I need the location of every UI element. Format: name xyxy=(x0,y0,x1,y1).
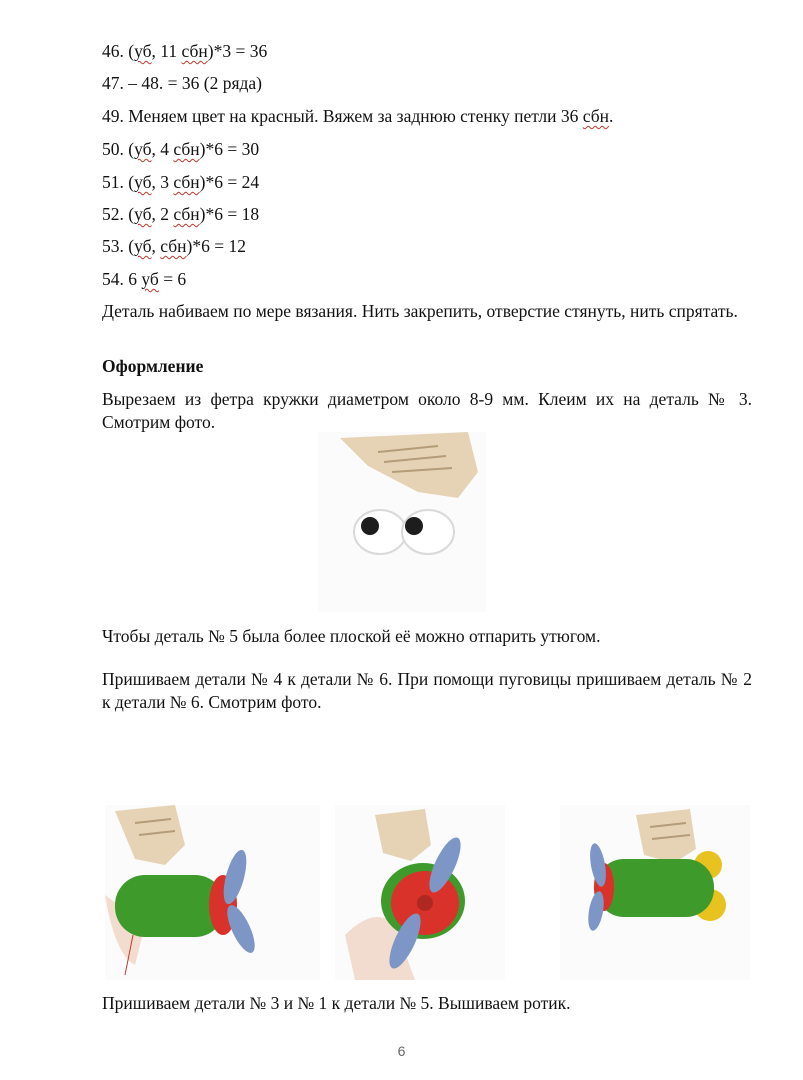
paragraph-stuffing: Деталь набиваем по мере вязания. Нить закрепить, отверстие стянуть, нить спрятать. xyxy=(102,301,738,321)
plane-photo-front xyxy=(335,805,505,980)
pattern-row-51: 51. (уб, 3 сбн)*6 = 24 xyxy=(102,172,260,192)
pattern-row-50: 50. (уб, 4 сбн)*6 = 30 xyxy=(102,139,260,159)
pattern-row-54: 54. 6 уб = 6 xyxy=(102,269,187,289)
paragraph-iron: Чтобы деталь № 5 была более плоской её можно отпарить утюгом. xyxy=(102,626,601,646)
page-number: 6 xyxy=(397,1043,406,1059)
eyes-photo xyxy=(318,432,486,612)
pattern-row-49: 49. Меняем цвет на красный. Вяжем за заднюю стенку петли 36 сбн. xyxy=(102,106,614,126)
pattern-row-52: 52. (уб, 2 сбн)*6 = 18 xyxy=(102,204,260,224)
plane-photo-side xyxy=(105,805,320,980)
pattern-row-46: 46. (уб, 11 сбн)*3 = 36 xyxy=(102,41,268,61)
pattern-row-53: 53. (уб, сбн)*6 = 12 xyxy=(102,236,246,256)
paragraph-felt-circles: Вырезаем из фетра кружки диаметром около 8-9 мм. Клеим их на деталь № 3. Смотрим фото. xyxy=(102,389,752,432)
paragraph-sew: Пришиваем детали № 4 к детали № 6. При помощи пуговицы пришиваем деталь № 2 к детали № 6. Смотрим фото. xyxy=(102,669,752,712)
pattern-row-47: 47. – 48. = 36 (2 ряда) xyxy=(102,73,262,93)
plane-photo-tail xyxy=(560,805,750,980)
paragraph-final: Пришиваем детали № 3 и № 1 к детали № 5. Вышиваем ротик. xyxy=(102,993,571,1013)
section-heading: Оформление xyxy=(102,356,204,376)
left-eye-shape xyxy=(354,510,406,554)
right-eye-shape xyxy=(402,510,454,554)
